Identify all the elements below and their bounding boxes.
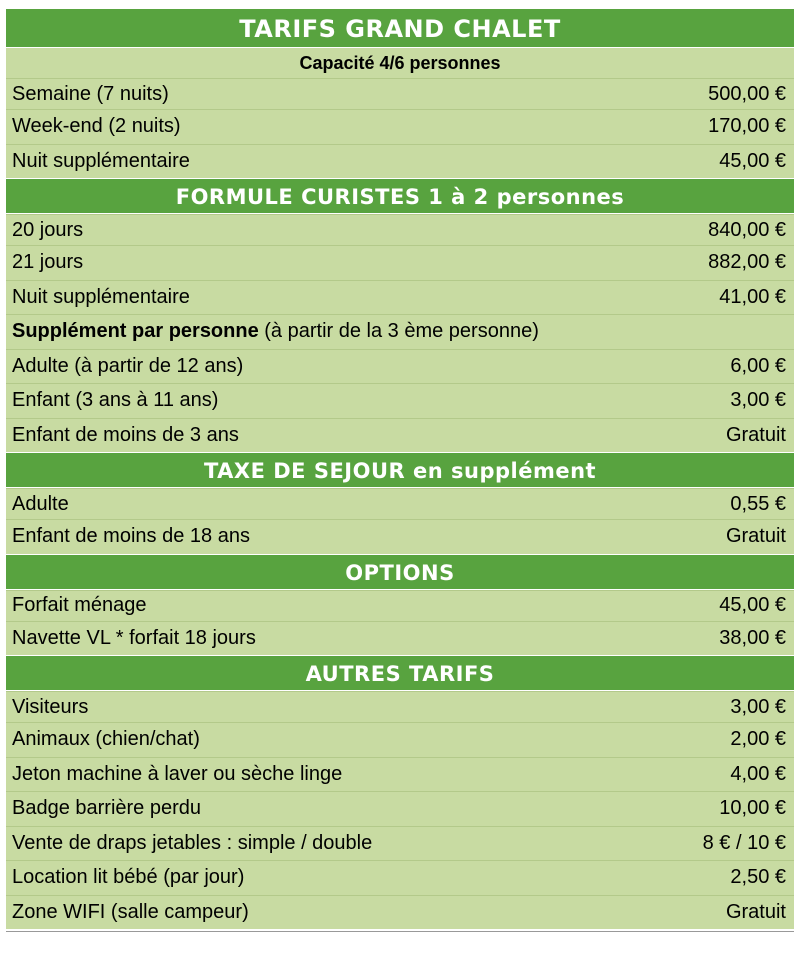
row-price: 4,00 € — [730, 762, 786, 785]
table-row — [6, 418, 794, 453]
row-label: Nuit supplémentaire — [12, 149, 190, 172]
row-price: 45,00 € — [719, 149, 786, 172]
row-price: 2,00 € — [730, 728, 786, 751]
row-label: Badge barrière perdu — [12, 797, 202, 820]
row-price: 500,00 € — [708, 82, 786, 105]
row-label: Vente de draps jetables : simple / double — [12, 831, 373, 854]
row-label: Nuit supplémentaire — [12, 285, 190, 308]
table-row — [6, 895, 794, 930]
supplement-note: (à partir de la 3 ème personne) — [258, 320, 539, 343]
row-price: Gratuit — [725, 423, 786, 446]
table-row — [6, 109, 794, 144]
row-price: 3,00 € — [730, 695, 786, 718]
row-label: Enfant de moins de 3 ans — [12, 423, 239, 446]
table-row — [6, 383, 794, 418]
row-label: Adulte — [12, 492, 69, 515]
table-row — [6, 860, 794, 895]
section-header-autres: AUTRES TARIFS — [6, 655, 794, 691]
row-label: 20 jours — [12, 218, 84, 241]
table-row — [6, 488, 794, 519]
table-row — [6, 757, 794, 792]
table-row — [6, 245, 794, 280]
row-label: 21 jours — [12, 251, 84, 274]
row-label: Semaine (7 nuits) — [12, 82, 169, 105]
row-price: 45,00 € — [719, 594, 786, 616]
row-price: 170,00 € — [708, 115, 786, 138]
table-row — [6, 722, 794, 757]
table-row — [6, 214, 794, 245]
row-label: Enfant de moins de 18 ans — [12, 525, 250, 548]
row-label: Navette VL * forfait 18 jours — [12, 626, 256, 649]
section-header-options: OPTIONS — [6, 554, 794, 590]
row-label: Jeton machine à laver ou sèche linge — [12, 762, 343, 785]
row-price: 6,00 € — [730, 354, 786, 377]
row-price: Gratuit — [725, 900, 786, 923]
row-price: Gratuit — [725, 525, 786, 548]
row-price: 41,00 € — [719, 285, 786, 308]
table-row — [6, 691, 794, 722]
row-price: 882,00 € — [708, 251, 786, 274]
row-price: 0,55 € — [730, 492, 786, 515]
row-label: Visiteurs — [12, 695, 89, 718]
row-label: Week-end (2 nuits) — [12, 115, 181, 138]
table-row — [6, 791, 794, 826]
table-title: TARIFS GRAND CHALET — [6, 8, 794, 48]
row-label: Zone WIFI (salle campeur) — [12, 900, 249, 923]
row-label: Location lit bébé (par jour) — [12, 866, 245, 889]
row-price: 10,00 € — [719, 797, 786, 820]
bottom-divider — [6, 931, 794, 932]
row-price: 38,00 € — [719, 626, 786, 649]
section-header-curistes: FORMULE CURISTES 1 à 2 personnes — [6, 178, 794, 214]
supplement-label — [12, 320, 539, 343]
capacity-subtitle: Capacité 4/6 personnes — [6, 48, 794, 78]
row-price: 2,50 € — [730, 866, 786, 889]
row-label: Animaux (chien/chat) — [12, 728, 200, 751]
row-label: Forfait ménage — [12, 594, 147, 616]
table-row — [6, 621, 794, 656]
row-price: 840,00 € — [708, 218, 786, 241]
row-price: 3,00 € — [730, 389, 786, 412]
table-row — [6, 78, 794, 109]
section-header-taxe: TAXE DE SEJOUR en supplément — [6, 452, 794, 488]
row-price: 8 € / 10 € — [702, 831, 786, 854]
supplement-row — [6, 314, 794, 349]
table-row — [6, 280, 794, 315]
price-table — [6, 0, 794, 932]
table-row — [6, 519, 794, 554]
row-label: Adulte (à partir de 12 ans) — [12, 354, 244, 377]
table-row — [6, 349, 794, 384]
table-row — [6, 826, 794, 861]
table-row — [6, 590, 794, 621]
table-row — [6, 144, 794, 179]
supplement-bold: Supplément par personne — [12, 320, 259, 343]
row-label: Enfant (3 ans à 11 ans) — [12, 389, 219, 412]
